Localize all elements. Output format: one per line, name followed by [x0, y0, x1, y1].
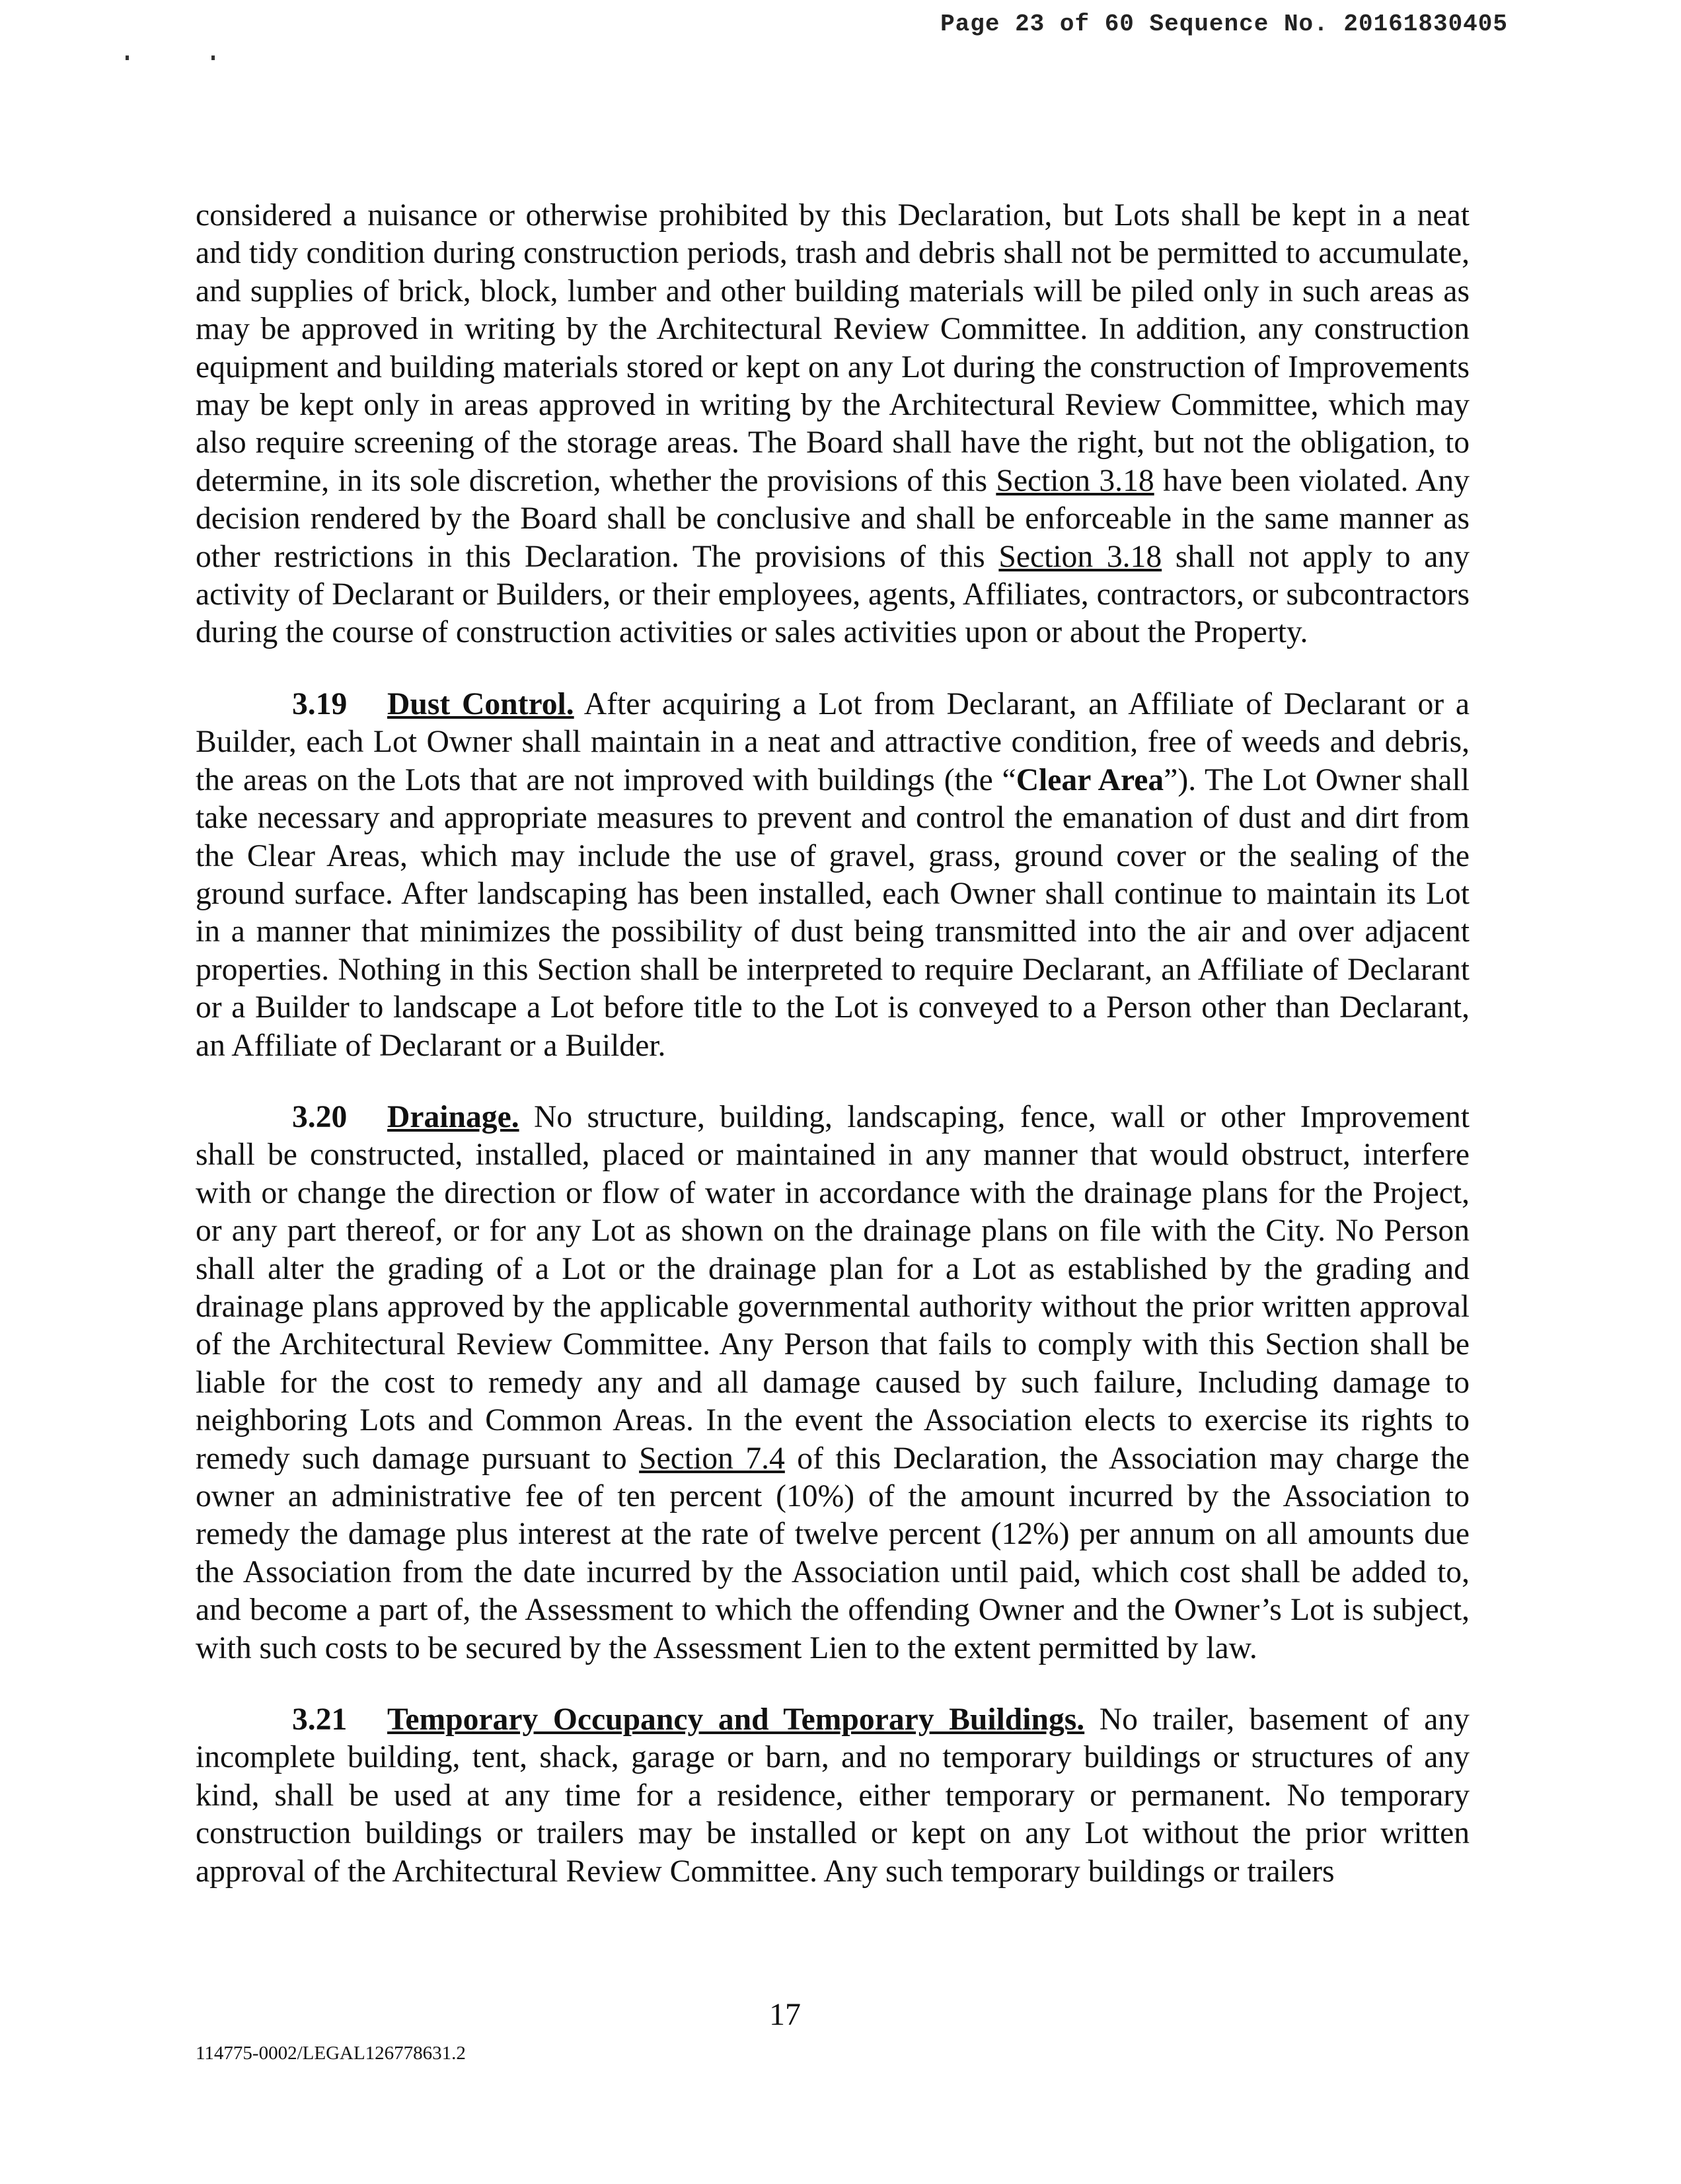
- text-run: After acquiring a Lot from Declarant, an Affiliate of Declarant or a Builder, each Lot Owner shall maintain in a neat and attractive condition, free of weeds and debris, the areas on the Lots that are not improved with buildings (the “: [196, 686, 1470, 797]
- text-run: ”). The Lot Owner shall take necessary and appropriate measures to prevent and control the emanation of dust and dirt from the Clear Areas, which may include the use of gravel, grass, ground cover or the sealing of the ground surface. After landscaping has been installed, each Owner shall continue to maintain its Lot in a manner that minimizes the possibility of dust being transmitted into the air and over adjacent properties. Nothing in this Section shall be interpreted to require Declarant, an Affiliate of Declarant or a Builder to landscape a Lot before title to the Lot is conveyed to a Person other than Declarant, an Affiliate of Declarant or a Builder.: [196, 762, 1470, 1063]
- text-run: of this Declaration, the Association may charge the owner an administrative fee of ten percent (10%) of the amount incurred by the Association to remedy the damage plus interest at the rate of twelve percent (12%) per annum on all amounts due the Association from the date incurred by the Association until paid, which cost shall be added to, and become a part of, the Assessment to which the offending Owner and the Owner’s Lot is subject, with such costs to be secured by the Assessment Lien to the extent permitted by law.: [196, 1441, 1470, 1665]
- text-run: No structure, building, landscaping, fence, wall or other Improvement shall be constructed, installed, placed or maintained in any manner that would obstruct, interfere with or change the direction or flow of water in accordance with the drainage plans for the Project, or any part thereof, or for any Lot as shown on the drainage plans on file with the City. No Person shall alter the grading of a Lot or the drainage plan for a Lot as established by the grading and drainage plans approved by the applicable governmental authority without the prior written approval of the Architectural Review Committee. Any Person that fails to comply with this Section shall be liable for the cost to remedy any and all damage caused by such failure, Including damage to neighboring Lots and Common Areas. In the event the Association elects to exercise its rights to remedy such damage pursuant to: [196, 1099, 1470, 1476]
- text-run: have been violated. Any decision rendered by the Board shall be conclusive and shall be enforceable in the same manner as other restrictions in this Declaration. The provisions of this: [196, 463, 1470, 574]
- section-title: Dust Control.: [387, 686, 574, 721]
- section-number: 3.20: [292, 1099, 348, 1134]
- page-header: Page 23 of 60 Sequence No. 20161830405: [940, 11, 1508, 38]
- document-id: 114775-0002/LEGAL126778631.2: [196, 2043, 466, 2064]
- section-number: 3.19: [292, 686, 348, 721]
- section-reference: Section 3.18: [996, 463, 1154, 498]
- text-run: considered a nuisance or otherwise prohibited by this Declaration, but Lots shall be kept in a neat and tidy condition during construction periods, trash and debris shall not be permitted to accumulate, and supplies of brick, block, lumber and other building materials will be piled only in such areas as may be approved in writing by the Architectural Review Committee. In addition, any construction equipment and building materials stored or kept on any Lot during the construction of Improvements may be kept only in areas approved in writing by the Architectural Review Committee, which may also require screening of the storage areas. The Board shall have the right, but not the obligation, to determine, in its sole discretion, whether the provisions of this: [196, 198, 1470, 498]
- page-number: 17: [769, 1997, 801, 2032]
- section-number: 3.21: [292, 1702, 348, 1737]
- section-3-19-paragraph: [196, 686, 1470, 1065]
- section-title: Temporary Occupancy and Temporary Buildings.: [387, 1702, 1085, 1737]
- document-body: [196, 197, 1470, 1924]
- scan-speck: [126, 55, 129, 60]
- section-reference: Section 7.4: [639, 1441, 785, 1476]
- section-reference: Section 3.18: [998, 539, 1162, 574]
- scan-speck: [211, 55, 215, 60]
- text-run: shall not apply to any activity of Declarant or Builders, or their employees, agents, Affiliates, contractors, or subcontractors during the course of construction activities or sales activities upon or about the Property.: [196, 539, 1470, 650]
- text-run: No trailer, basement of any incomplete building, tent, shack, garage or barn, and no temporary buildings or structures of any kind, shall be used at any time for a residence, either temporary or permanent. No temporary construction buildings or trailers may be installed or kept on any Lot without the prior written approval of the Architectural Review Committee. Any such temporary buildings or trailers: [196, 1702, 1470, 1889]
- section-3-21-paragraph: [196, 1701, 1470, 1891]
- section-3-20-paragraph: [196, 1099, 1470, 1667]
- section-title: Drainage.: [387, 1099, 519, 1134]
- paragraph-continuation: [196, 197, 1470, 652]
- defined-term: Clear Area: [1016, 762, 1164, 797]
